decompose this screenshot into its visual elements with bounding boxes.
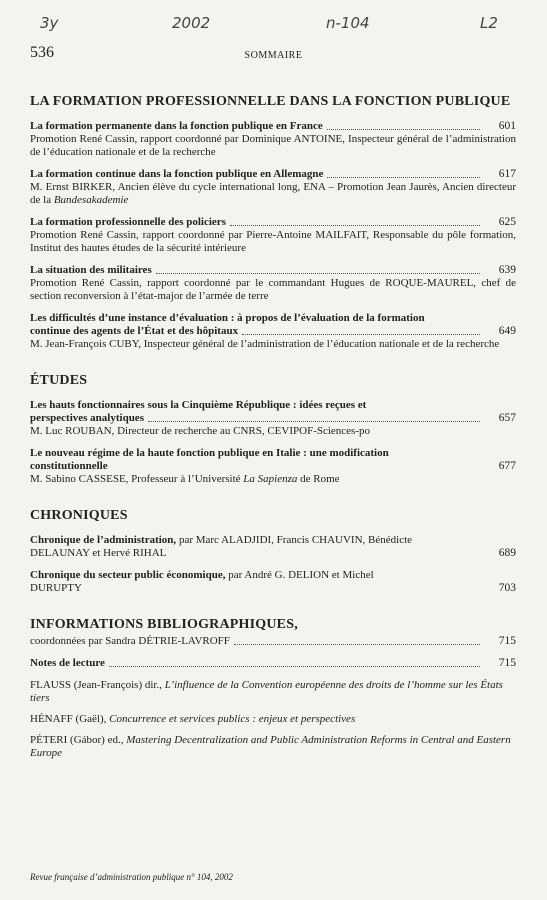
entry-page: 649 <box>498 325 516 337</box>
dot-leader <box>327 129 480 130</box>
dot-leader <box>109 666 480 667</box>
biblio-item: HÉNAFF (Gaël), Concurrence et services publics : enjeux et perspectives <box>30 713 356 725</box>
entry-title-line1: Les hauts fonctionnaires sous la Cinquième République : idées reçues et <box>30 399 367 411</box>
biblio-item: FLAUSS (Jean-François) dir., L’influence de la Convention européenne des droits de l’homme sur les États tiers <box>30 679 503 704</box>
dot-leader <box>234 644 480 645</box>
entry-title-line1: Le nouveau régime de la haute fonction publique en Italie : une modification <box>30 447 389 459</box>
biblio-coordinator: coordonnées par Sandra DÉTRIE-LAVROFF <box>30 635 230 647</box>
toc-entry <box>30 569 516 595</box>
entry-page: 715 <box>498 635 516 647</box>
entry-page: 715 <box>498 657 516 669</box>
entry-title: perspectives analytiques <box>30 412 144 424</box>
entry-author: Promotion René Cassin, rapport coordonné par le commandant Hugues de ROQUE-MAUREL, chef de section reconversion à l’état-major de l’armée de terre <box>30 277 516 302</box>
running-head: SOMMAIRE <box>244 50 303 61</box>
toc-entry <box>30 447 516 486</box>
toc-entry <box>30 168 516 207</box>
section-heading-chroniques: CHRONIQUES <box>30 508 128 523</box>
table-of-contents <box>30 94 516 768</box>
entry-authors-cont: DELAUNAY et Hervé RIHAL <box>30 547 167 559</box>
entry-author: Promotion René Cassin, rapport coordonné par Pierre-Antoine MAILFAIT, Responsable du pôle formation, Institut des hautes études de la sécurité intérieure <box>30 229 516 254</box>
dot-leader <box>327 177 480 178</box>
section-heading-biblio: INFORMATIONS BIBLIOGRAPHIQUES, <box>30 617 298 632</box>
notes-de-lecture <box>30 657 516 670</box>
toc-entry <box>30 534 516 560</box>
entry-authors: par André G. DELION et Michel <box>225 569 374 581</box>
entry-title: La formation continue dans la fonction publique en Allemagne <box>30 168 324 180</box>
entry-title: La formation professionnelle des policiers <box>30 216 226 228</box>
dot-leader <box>156 273 480 274</box>
entry-author: M. Sabino CASSESE, Professeur à l’Université La Sapienza de Rome <box>30 473 340 485</box>
entry-page: 625 <box>498 216 516 228</box>
entry-title: constitutionnelle <box>30 460 108 472</box>
handwritten-note-code: L2 <box>480 14 498 32</box>
entry-page: 677 <box>498 460 516 472</box>
entry-page: 639 <box>498 264 516 276</box>
biblio-coord <box>30 635 516 648</box>
biblio-item: PÉTERI (Gábor) ed., Mastering Decentralization and Public Administration Reforms in Central and Eastern Europe <box>30 734 511 759</box>
handwritten-note-issue: n-104 <box>326 14 370 32</box>
notes-title: Notes de lecture <box>30 657 105 669</box>
entry-title-line1: Les difficultés d’une instance d’évaluation : à propos de l’évaluation de la formation <box>30 312 425 324</box>
entry-authors: par Marc ALADJIDI, Francis CHAUVIN, Bénédicte <box>176 534 413 546</box>
entry-author: M. Ernst BIRKER, Ancien élève du cycle international long, ENA – Promotion Jean Jaurès, Ancien directeur de la Bundesakademie <box>30 181 516 206</box>
handwritten-note-year: 2002 <box>172 14 211 32</box>
entry-page: 657 <box>498 412 516 424</box>
section-heading-formation: LA FORMATION PROFESSIONNELLE DANS LA FONCTION PUBLIQUE <box>30 94 511 109</box>
entry-title: La formation permanente dans la fonction publique en France <box>30 120 323 132</box>
entry-title: La situation des militaires <box>30 264 152 276</box>
entry-title: Chronique de l’administration, <box>30 534 177 546</box>
toc-entry <box>30 120 516 159</box>
entry-page: 703 <box>498 582 516 594</box>
page-number: 536 <box>30 44 54 61</box>
toc-entry <box>30 264 516 303</box>
entry-title: continue des agents de l’État et des hôpitaux <box>30 325 239 337</box>
entry-page: 617 <box>498 168 516 180</box>
entry-page: 601 <box>498 120 516 132</box>
toc-entry <box>30 216 516 255</box>
entry-author: M. Luc ROUBAN, Directeur de recherche au CNRS, CEVIPOF-Sciences-po <box>30 425 371 437</box>
entry-page: 689 <box>498 547 516 559</box>
section-heading-etudes: ÉTUDES <box>30 373 88 388</box>
dot-leader <box>148 421 480 422</box>
dot-leader <box>242 334 480 335</box>
toc-entry <box>30 399 516 438</box>
dot-leader <box>230 225 480 226</box>
entry-title: Chronique du secteur public économique, <box>30 569 226 581</box>
toc-entry <box>30 312 516 351</box>
entry-authors-cont: DURUPTY <box>30 582 82 594</box>
handwritten-note-volume: 3y <box>40 14 59 32</box>
entry-author: M. Jean-François CUBY, Inspecteur général de l’administration de l’éducation nationale et de la recherche <box>30 338 500 350</box>
journal-footer: Revue française d’administration publique n° 104, 2002 <box>30 872 233 882</box>
entry-author: Promotion René Cassin, rapport coordonné par Dominique ANTOINE, Inspecteur général de l’administration de l’éducation nationale et de la recherche <box>30 133 516 158</box>
